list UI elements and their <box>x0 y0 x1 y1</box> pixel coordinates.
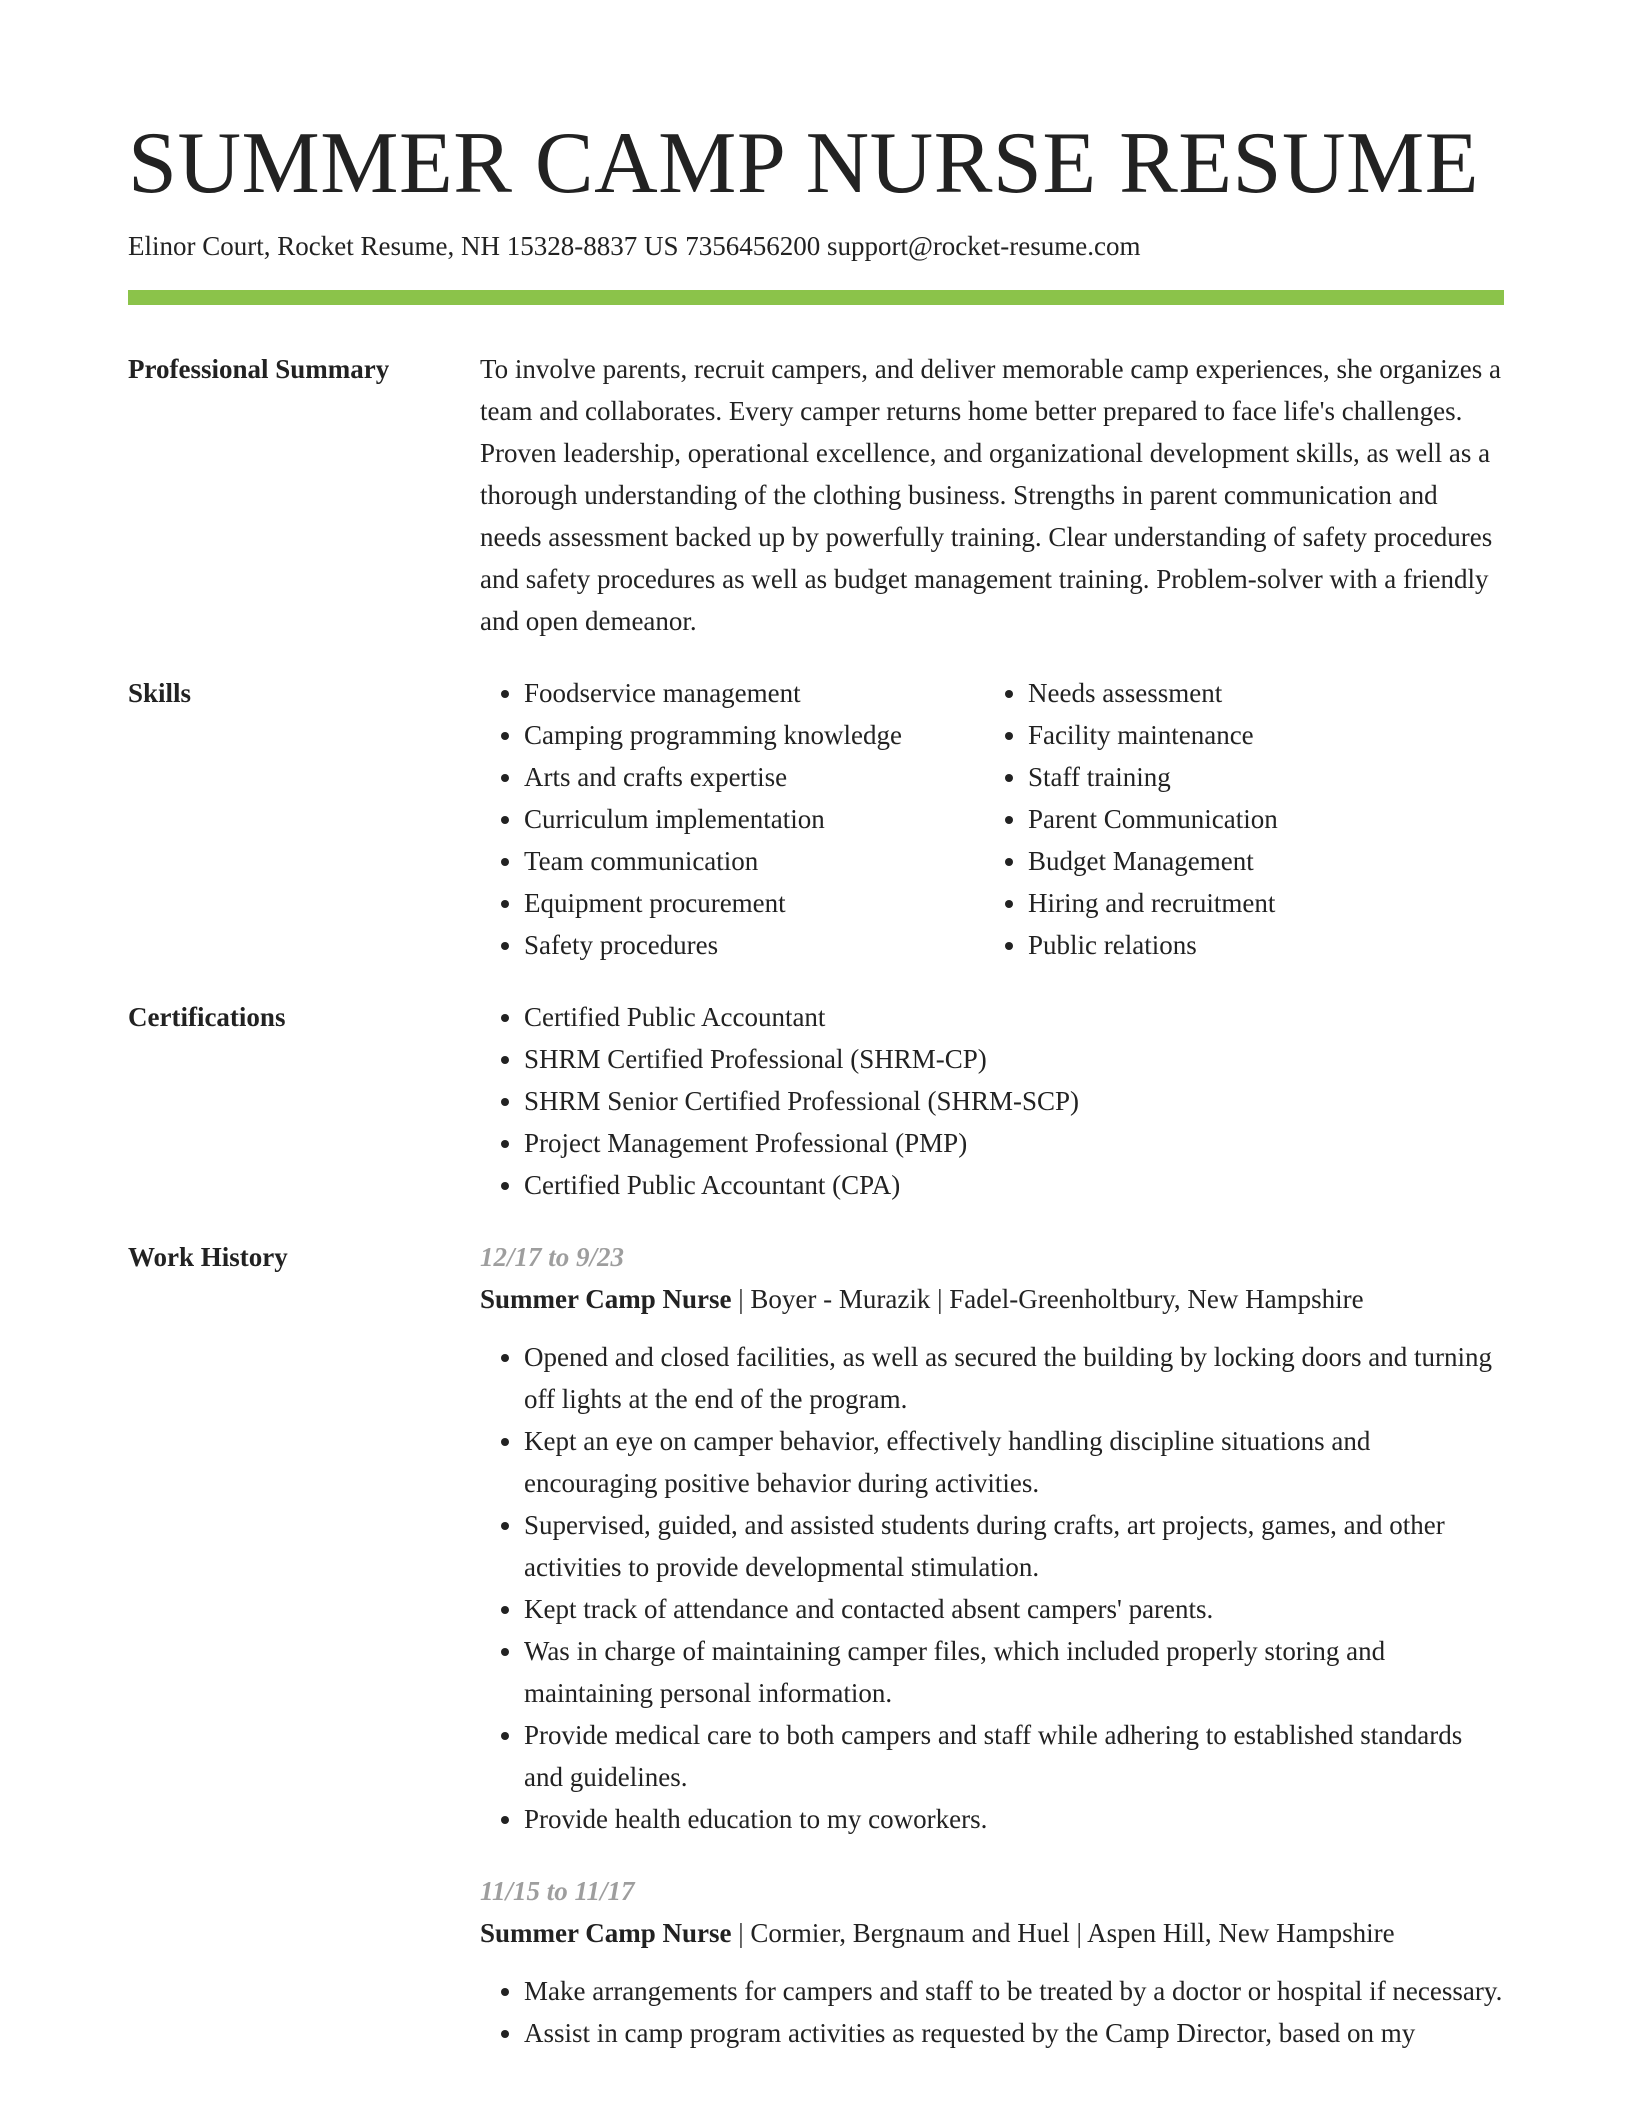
job-dates: 11/15 to 11/17 <box>480 1876 635 1906</box>
certifications-body <box>480 996 1504 1206</box>
job-company-location: | Cormier, Bergnaum and Huel | Aspen Hill, New Hampshire <box>731 1918 1395 1948</box>
job-bullet: • Was in charge of maintaining camper files, which included properly storing and maintaining personal information. <box>524 1630 1504 1714</box>
skills-heading: Skills <box>128 678 192 708</box>
work-history-body <box>480 1236 1504 2084</box>
job-bullet: • Make arrangements for campers and staff to be treated by a doctor or hospital if necessary. <box>524 1970 1504 2012</box>
skill-item: • Curriculum implementation <box>524 798 984 840</box>
skill-item: • Budget Management <box>1028 840 1548 882</box>
certifications-heading: Certifications <box>128 1002 286 1032</box>
job-bullet: • Provide health education to my coworkers. <box>524 1798 1504 1840</box>
job-entry <box>480 1236 1504 1840</box>
skill-item: • Parent Communication <box>1028 798 1548 840</box>
job-company-location: | Boyer - Murazik | Fadel-Greenholtbury, New Hampshire <box>731 1284 1364 1314</box>
job-title: Summer Camp Nurse <box>480 1284 732 1314</box>
skills-column-left <box>480 672 984 966</box>
skills-body <box>480 672 1504 966</box>
certification-item: • Certified Public Accountant <box>524 996 1504 1038</box>
skill-item: • Public relations <box>1028 924 1548 966</box>
certification-item: • Project Management Professional (PMP) <box>524 1122 1504 1164</box>
work-history-heading: Work History <box>128 1242 288 1272</box>
skill-item: • Camping programming knowledge <box>524 714 984 756</box>
green-divider <box>128 290 1504 305</box>
resume-title: SUMMER CAMP NURSE RESUME <box>128 115 1480 212</box>
professional-summary-heading: Professional Summary <box>128 354 390 384</box>
job-bullets <box>480 1970 1504 2054</box>
job-bullet: • Supervised, guided, and assisted students during crafts, art projects, games, and other activities to provide developmental stimulation. <box>524 1504 1504 1588</box>
skill-item: • Team communication <box>524 840 984 882</box>
resume-header <box>128 115 1504 305</box>
skill-item: • Arts and crafts expertise <box>524 756 984 798</box>
skill-item: • Safety procedures <box>524 924 984 966</box>
resume-content <box>128 348 1504 2112</box>
professional-summary-text: To involve parents, recruit campers, and deliver memorable camp experiences, she organizes a team and collaborates. Every camper returns home better prepared to face life's challenges. Proven leadership, operational excellence, and organizational development skills, as well as a thorough understanding of the clothing business. Strengths in parent communication and needs assessment backed up by powerfully training. Clear understanding of safety procedures and safety procedures as well as budget management training. Problem-solver with a friendly and open demeanor. <box>480 354 1501 636</box>
skill-item: • Needs assessment <box>1028 672 1548 714</box>
certifications-section <box>128 996 1504 1206</box>
skill-item: • Hiring and recruitment <box>1028 882 1548 924</box>
contact-line: Elinor Court, Rocket Resume, NH 15328-8837 US 7356456200 support@rocket-resume.com <box>128 231 1141 262</box>
job-header-line <box>480 1278 1504 1320</box>
professional-summary-body <box>480 348 1504 642</box>
certification-item: • SHRM Certified Professional (SHRM-CP) <box>524 1038 1504 1080</box>
work-history-section <box>128 1236 1504 2084</box>
skill-item: • Foodservice management <box>524 672 984 714</box>
skill-item: • Equipment procurement <box>524 882 984 924</box>
certification-item: • Certified Public Accountant (CPA) <box>524 1164 1504 1206</box>
professional-summary-section <box>128 348 1504 642</box>
job-header-line <box>480 1912 1504 1954</box>
job-bullet: • Kept track of attendance and contacted absent campers' parents. <box>524 1588 1504 1630</box>
job-title: Summer Camp Nurse <box>480 1918 732 1948</box>
certifications-list <box>480 996 1504 1206</box>
certification-item: • SHRM Senior Certified Professional (SHRM-SCP) <box>524 1080 1504 1122</box>
skills-column-right <box>984 672 1548 966</box>
job-dates: 12/17 to 9/23 <box>480 1242 625 1272</box>
skill-item: • Facility maintenance <box>1028 714 1548 756</box>
job-entry <box>480 1870 1504 2054</box>
skills-grid <box>480 672 1504 966</box>
skill-item: • Staff training <box>1028 756 1548 798</box>
skills-section <box>128 672 1504 966</box>
job-bullet: • Assist in camp program activities as requested by the Camp Director, based on my <box>524 2012 1504 2054</box>
job-bullet: • Kept an eye on camper behavior, effectively handling discipline situations and encouraging positive behavior during activities. <box>524 1420 1504 1504</box>
job-bullets <box>480 1336 1504 1840</box>
job-bullet: • Provide medical care to both campers and staff while adhering to established standards and guidelines. <box>524 1714 1504 1798</box>
job-bullet: • Opened and closed facilities, as well as secured the building by locking doors and turning off lights at the end of the program. <box>524 1336 1504 1420</box>
